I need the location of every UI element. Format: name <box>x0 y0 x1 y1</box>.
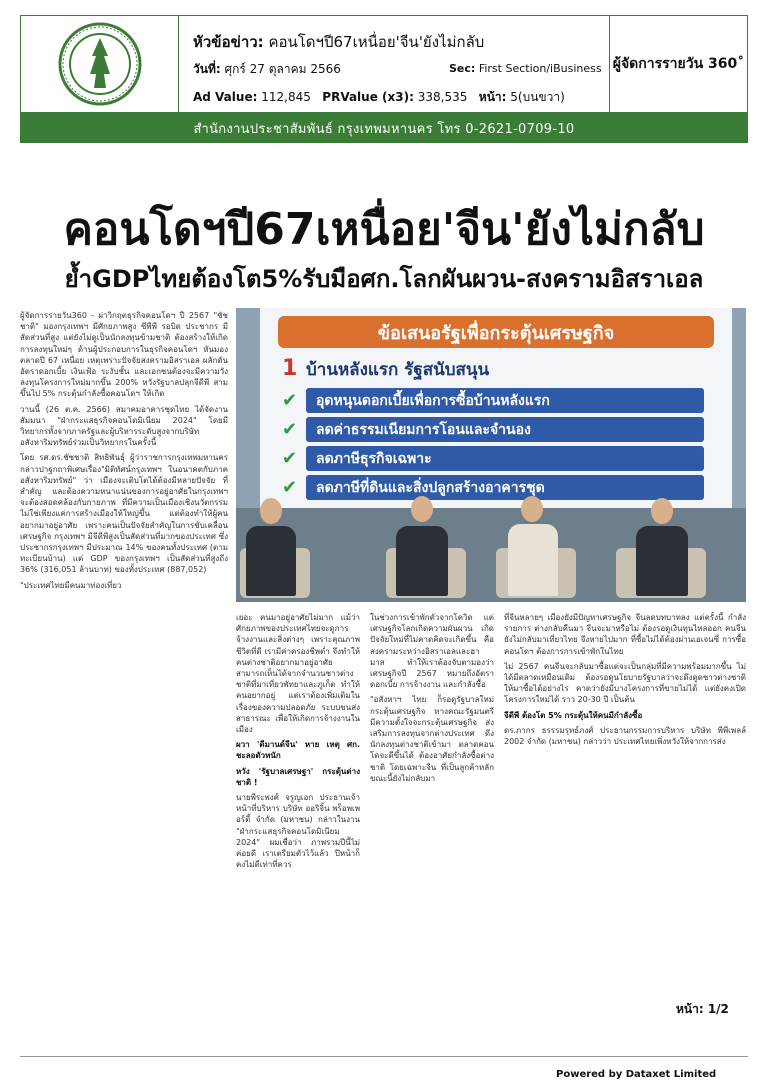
bma-seal-icon <box>58 22 142 106</box>
powered-by: Powered by Dataxet Limited <box>556 1069 717 1080</box>
topic-label: หัวข้อข่าว: <box>193 33 264 51</box>
subheading: ผวา 'ดีมานด์จีน' หาย เหตุ ศก. ชะลอตัวหนัก <box>236 740 360 761</box>
paragraph: ไม่ 2567 คนจีนจะกลับมาซื้อแต่จะเป็นกลุ่มที่มีความพร้อมมากขึ้น ไม่ได้มีตลาดเหมือนเดิม ต้องรอดูนโยบายรัฐบาลว่าจะดึงดูดชาวต่างชาติให้มาซื้อได้อย่างไร คาดว่ายังมีบางโครงการที่ขายไม่ได้ แต่ยังคงเปิดโครงการใหม่ได้ ราว 20-30 ปี เป็นต้น <box>504 661 746 705</box>
page-value: 5(บนขวา) <box>510 90 565 104</box>
paragraph: ในช่วงการเข้าพักตัวจากโควิด แต่เศรษฐกิจโลกเกิดความผันผวน เกิดปัจจัยใหม่ที่ไม่คาดคิดจะเกิดขึ้น คือสงครามระหว่างอิสราเอลและฮามาส ทำให้เราต้องจับตามองว่าเศรษฐกิจปี 2567 หมายถึงอัตราดอกเบี้ย การจ้างงาน และกำลังซื้อ <box>370 613 494 690</box>
panelist <box>636 526 688 596</box>
topic-value: คอนโดฯปี67เหนื่อย'จีน'ยังไม่กลับ <box>268 33 485 51</box>
paragraph: นายพีระพงศ์ จรูญเอก ประธานเจ้าหน้าที่บริหาร บริษัท ออริจิ้น พร็อพเพอร์ตี้ จำกัด (มหาชน) กล่าวในงาน "ฝ่ากระแสธุรกิจคอนโดมิเนียม 2024" ผมเชื่อว่า ภาพรวมปีนี้ไม่ค่อยดี เราเตรียมตัวไว้แล้ว ปีหน้าก็คงไม่ดีเท่าที่ควร <box>236 793 360 870</box>
paragraph: โดย รศ.ดร.ชัชชาติ สิทธิพันธุ์ ผู้ว่าราชการกรุงเทพมหานคร กล่าวปาฐกถาพิเศษเรื่อง"มิติทัศน์กรุงเทพฯ ในอนาคตกับภาคอสังหาริมทรัพย์" ว่า เมืองจะเติบโตได้ต้องมีหลายปัจจัย ที่สำคัญ และต้องความหนาแน่นของการอยู่อาศัยในกรุงเทพฯ จะต้องสอดคล้องกับกายภาพ ที่มีความเป็นเมืองเชิงนวัตกรรม ไม่ใช่เพียงแค่การสร้างเมืองให้ใหญ่ขึ้น แต่ต้องทำให้ผู้คนอยากมาอยู่อาศัย เพราะคนเป็นปัจจัยสำคัญในการขับเคลื่อนเศรษฐกิจ กรุงเทพฯ มีจีดีพีสูงเป็นสัดส่วนที่มากของประเทศ ซึ่งประชากรกรุงเทพฯ มีประมาณ 14% ของคนทั้งประเทศ (ตามทะเบียนบ้าน) แต่ GDP ของกรุงเทพฯ เป็นสัดส่วนที่สูงถึง 36% (316,051 ล้านบาท) ของทั้งประเทศ (887,052) <box>20 453 228 575</box>
article-column-4 <box>504 612 746 992</box>
publication-name: ผู้จัดการรายวัน 360˚ <box>609 16 747 112</box>
check-icon: ✔ <box>282 448 298 469</box>
slide-item: ✔ ลดภาษีที่ดินและสิ่งปลูกสร้างอาคารชุด <box>282 475 704 500</box>
article-column-2 <box>236 612 360 1012</box>
article-photo <box>236 308 746 602</box>
paragraph: ดร.ภากร ธรรรมรุทธ์ภงศ์ ประธานกรรมการบริหาร บริษัท พีพีเพลล์ 2002 จำกัด (มหาชน) กล่าวว่า ประเทศไทยเพิ่งหวังให้จากการส่ง <box>504 725 746 747</box>
paragraph: เยอะ คนมาอยู่อาศัยไม่มาก แม้ว่าศักยภาพของประเทศไทยจะดูการจ้างงานและสิ่งต่างๆ เพราะคุณภาพชีวิตที่ดี เรามีค่าครองชีพต่ำ จึงทำให้คนต่างชาติอยากมาอยู่อาศัย สามารถเห็นได้จากจำนวนชาวต่างชาติที่มาเที่ยวพัทยาและภูเก็ต ทำให้คนอยากอยู่ แต่เราต้องเพิ่มเติมในเรื่องของความปลอดภัย ระบบขนส่งสาธารณะ เพื่อให้เกิดการจ้างงานในเมือง <box>236 613 360 735</box>
paragraph: ที่จีนหลายๆ เมืองยังมีปัญหาเศรษฐกิจ จีนลดบทบาทลง แต่ครั้งนี้ กำลังรายการ ต่างกลับคืนมา จีนจะมาหรือไม่ ต้องรอดูเงินทุนไหลออก คนจีนยังไม่กลับมาเที่ยวไทย จึงหายไปมาก ที่ซื้อไม่ได้ต้องผ่านเอเจนซี่ การซื้อคอนโดฯ ต้องการการเข้าพักในไทย <box>504 613 746 656</box>
stage-panel <box>236 508 746 602</box>
check-icon: ✔ <box>282 419 298 440</box>
panelist <box>508 524 558 596</box>
pr-value: 338,535 <box>417 90 468 104</box>
slide-screen <box>260 308 732 508</box>
slide-item: ✔ อุดหนุนดอกเบี้ยเพื่อการซื้อบ้านหลังแรก <box>282 388 704 413</box>
panelist <box>396 526 448 596</box>
paragraph: "อสังหาฯ ไทย ก็รอดูรัฐบาลใหม่ กระตุ้นเศรษฐกิจ ทางคณะรัฐมนตรี มีความตั้งใจจะกระตุ้นเศรษฐกิจ ส่งเสริมการลงทุนจากต่างประเทศ ดึงนักลงทุนต่างชาติเข้ามา ตลาดคอนโดจะดีขึ้นได้ ต้องอาศัยกำลังซื้อต่างชาติ โดยเฉพาะจีน ที่เป็นลูกค้าหลัก ขณะนี้ยังไม่กลับมา <box>370 695 494 783</box>
paragraph: ผู้จัดการรายวัน360 - ผ่าวิกฤตธุรกิจคอนโดฯ ปี 2567 "ชัชชาติ" มองกรุงเทพฯ มีศักยภาพสูง ซีพีพี รอบิด ประชากร มีสัดส่วนที่สูง แต่ยังไม่ดูเป็นนักลงทุนข้ามชาติ ต้องสร้างให้เกิดการลงทุนใหม่ๆ ด้านผู้ประกอบการในธุรกิจคอนโดฯ หันมองตลาดปี 67 เหนื่อย เหตุเพราะปัจจัยสงครามอิสราเอล ผลักดันอัตราดอกเบี้ย เงินเฟ้อ ระงับชั้น และเอกชนต้องจะมีความวังลงทุนโครงการใหม่มากขึ้น 200% หวังรัฐบาลปลุกจีดีพี สามขึ้นไป 5% กระตุ้นกำลังซื้อคอนโดฯ ให้เกิด <box>20 311 228 399</box>
subheading: หวัง 'รัฐบาลเศรษฐา' กระตุ้นต่างชาติ ! <box>236 766 360 787</box>
clipping-meta <box>181 16 611 112</box>
check-icon: ✔ <box>282 390 298 411</box>
footer-divider <box>20 1056 748 1057</box>
agency-bar: สำนักงานประชาสัมพันธ์ กรุงเทพมหานคร โทร 0-2621-0709-10 <box>20 113 748 143</box>
paragraph: วานนี้ (26 ต.ค. 2566) สมาคมอาคารชุดไทย ได้จัดงานสัมมนา "ฝ่ากระแสธุรกิจคอนโดมิเนียม 2024" โดยมีวิทยากรทั้งจากภาครัฐและผู้บริหารระดับสูงจากบริษัทอสังหาริมทรัพย์ร่วมเป็นวิทยากรในครั้งนี้ <box>20 404 228 448</box>
paragraph: "ประเทศไทยมีคนมาท่องเที่ยว <box>20 580 122 590</box>
article-headline: คอนโดฯปี67เหนื่อย'จีน'ยังไม่กลับ <box>63 204 705 255</box>
ad-value-label: Ad Value: <box>193 90 258 104</box>
slide-main-point: บ้านหลังแรก รัฐสนับสนุน <box>306 360 490 380</box>
clipping-header <box>20 15 748 113</box>
sec-value: First Section/iBusiness <box>478 62 602 75</box>
article-subheadline: ย้ำGDPไทยต้องโต5%รับมือศก.โลกผันผวน-สงครามอิสราเอล <box>64 265 704 293</box>
subheading: จีดีพี ต้องโต 5% กระตุ้นให้คนมีกำลังซื้อ <box>504 710 643 720</box>
sec-label: Sec: <box>449 62 476 75</box>
ad-value: 112,845 <box>261 90 311 104</box>
check-icon: ✔ <box>282 477 298 498</box>
slide-item: ✔ ลดค่าธรรมเนียมการโอนและจำนอง <box>282 417 704 442</box>
panelist <box>246 526 296 596</box>
slide-item: ✔ ลดภาษีธุรกิจเฉพาะ <box>282 446 704 471</box>
date-label: วันที่: <box>193 62 221 76</box>
date-value: ศุกร์ 27 ตุลาคม 2566 <box>224 62 341 76</box>
bma-logo <box>21 16 179 112</box>
slide-number: 1 <box>282 356 298 381</box>
page-label: หน้า: <box>478 90 507 104</box>
slide-title: ข้อเสนอรัฐเพื่อกระตุ้นเศรษฐกิจ <box>278 316 714 348</box>
article-column-1 <box>20 310 228 1010</box>
pr-value-label: PRValue (x3): <box>322 90 414 104</box>
page-number: หน้า: 1/2 <box>676 1002 729 1016</box>
article-column-3 <box>370 612 494 1012</box>
